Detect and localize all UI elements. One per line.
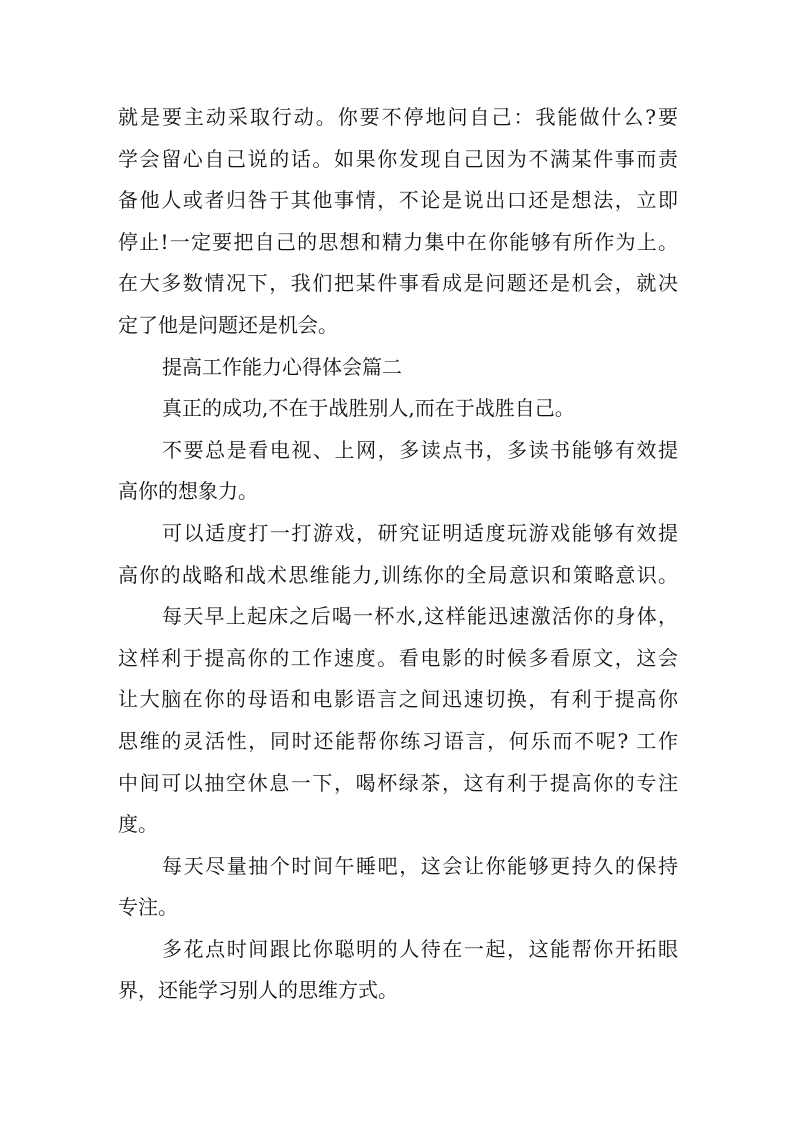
text-line: 思维的灵活性，同时还能帮你练习语言，何乐而不呢? 工作 — [118, 728, 678, 753]
text-line: 可以适度打一打游戏，研究证明适度玩游戏能够有效提 — [162, 520, 678, 545]
text-line: 让大脑在你的母语和电影语言之间迅速切换，有利于提高你 — [118, 687, 678, 712]
text-line: 界，还能学习别人的思维方式。 — [118, 978, 398, 1003]
text-line: 每天尽量抽个时间午睡吧，这会让你能够更持久的保持 — [162, 853, 678, 878]
section-heading: 提高工作能力心得体会篇二 — [162, 354, 402, 379]
text-line: 就是要主动采取行动。你要不停地问自己：我能做什么?要 — [118, 105, 678, 129]
text-line: 不要总是看电视、上网，多读点书，多读书能够有效提 — [162, 437, 678, 462]
text-line: 高你的想象力。 — [118, 479, 258, 504]
text-line: 专注。 — [118, 895, 178, 920]
text-line: 这样利于提高你的工作速度。看电影的时候多看原文，这会 — [118, 645, 678, 670]
text-line: 真正的成功,不在于战胜别人,而在于战胜自己。 — [162, 396, 575, 421]
text-line: 在大多数情况下，我们把某件事看成是问题还是机会，就决 — [118, 271, 678, 296]
text-line: 学会留心自己说的话。如果你发现自己因为不满某件事而责 — [118, 146, 678, 171]
text-line: 多花点时间跟比你聪明的人待在一起，这能帮你开拓眼 — [162, 936, 678, 961]
text-line: 定了他是问题还是机会。 — [118, 312, 338, 337]
document-body — [118, 99, 678, 1014]
text-line: 每天早上起床之后喝一杯水,这样能迅速激活你的身体， — [162, 604, 678, 629]
text-line: 中间可以抽空休息一下，喝杯绿茶，这有利于提高你的专注 — [118, 770, 678, 795]
text-line: 高你的战略和战术思维能力,训练你的全局意识和策略意识。 — [118, 562, 678, 587]
text-line: 度。 — [118, 812, 158, 837]
text-line: 备他人或者归咎于其他事情，不论是说出口还是想法，立即 — [118, 188, 678, 213]
text-line: 停止!一定要把自己的思想和精力集中在你能够有所作为上。 — [118, 229, 678, 254]
